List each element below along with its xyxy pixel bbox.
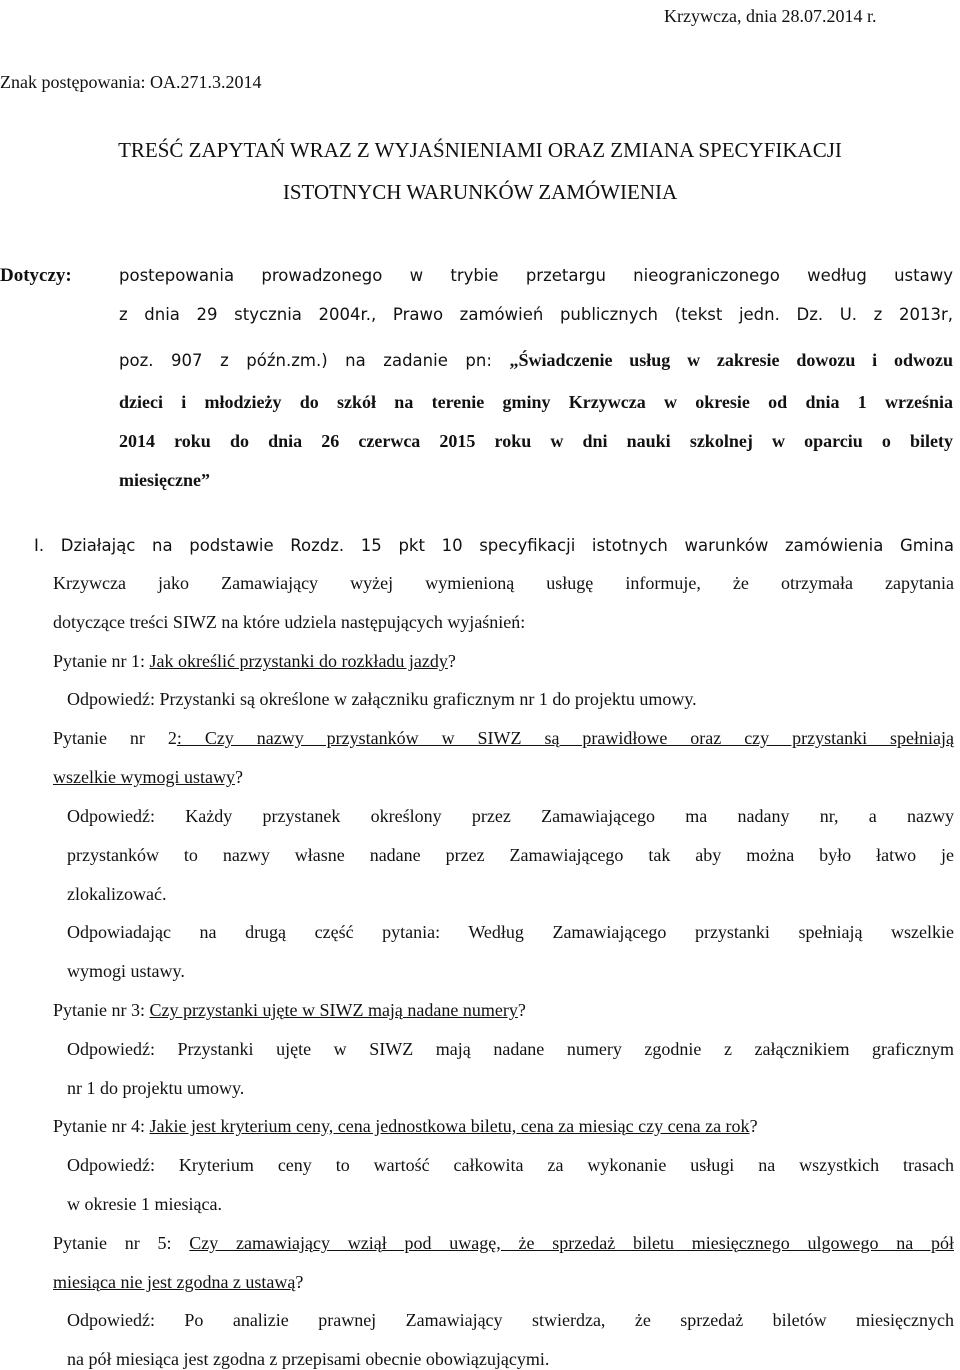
answer-2-line-3: zlokalizować. [67,884,167,904]
answer-5-line-2: na pół miesiąca jest zgodna z przepisami obecnie obowiązującymi. [67,1349,550,1369]
question-5-mark: ? [295,1272,304,1292]
concerns-line-2: z dnia 29 stycznia 2004r., Prawo zamówień publicznych (tekst jedn. Dz. U. z 2013r, [119,305,953,324]
answer-3-line-1: Odpowiedź: Przystanki ujęte w SIWZ mają nadane numery zgodnie z załącznikiem graficznym [67,1039,954,1059]
question-4-prefix: Pytanie nr 4: [53,1116,150,1136]
question-2-text-2: wszelkie wymogi ustawy [53,767,235,787]
answer-2-line-2: przystanków to nazwy własne nadane przez Zamawiającego tak aby można było łatwo je [67,845,954,865]
question-5-text-2: miesiąca nie jest zgodna z ustawą [53,1272,296,1292]
concerns-line-3 [119,349,953,372]
answer-4-line-1: Odpowiedź: Kryterium ceny to wartość całkowita za wykonanie usługi na wszystkich trasach [67,1155,954,1175]
question-4-text: Jakie jest kryterium ceny, cena jednostkowa biletu, cena za miesiąc czy cena za rok [149,1116,750,1136]
question-1-text: Jak określić przystanki do rozkładu jazdy [149,651,448,671]
intro-line-2: Krzywcza jako Zamawiający wyżej wymienioną usługę informuje, że otrzymała zapytania [53,573,954,593]
question-3-prefix: Pytanie nr 3: [53,1000,150,1020]
document-title-line-2: ISTOTNYCH WARUNKÓW ZAMÓWIENIA [282,180,678,204]
task-title-start: „Świadczenie usług w zakresie dowozu i odwozu [509,350,953,370]
answer-4-line-2: w okresie 1 miesiąca. [67,1194,222,1214]
intro-line-1-text: I. Działając na podstawie Rozdz. 15 pkt 10 specyfikacji istotnych warunków zamówienia Gmina [34,536,954,555]
question-2-prefix: Pytanie nr 2 [53,728,177,748]
task-title-line-2: dzieci i młodzieży do szkół na terenie gminy Krzywcza w okresie od dnia 1 września [119,392,953,412]
question-3-text: Czy przystanki ujęte w SIWZ mają nadane numery [149,1000,518,1020]
answer-3-line-2: nr 1 do projektu umowy. [67,1078,245,1098]
answer-2b-line-1: Odpowiadając na drugą część pytania: Według Zamawiającego przystanki spełniają wszelkie [67,922,954,942]
task-title-line-4: miesięczne” [119,470,210,490]
question-4-mark: ? [749,1116,758,1136]
question-5-text-1: Czy zamawiający wziął pod uwagę, że sprzedaż biletu miesięcznego ulgowego na pół [189,1233,954,1253]
question-3-mark: ? [517,1000,526,1020]
question-3 [53,999,526,1021]
question-1 [53,650,456,672]
answer-2-line-1: Odpowiedź: Każdy przystanek określony przez Zamawiającego ma nadany nr, a nazwy [67,806,954,826]
task-title-line-3: 2014 roku do dnia 26 czerwca 2015 roku w dni nauki szkolnej w oparciu o bilety [119,431,953,451]
question-5-line-2 [53,1271,303,1293]
question-5-line-1 [53,1232,954,1254]
concerns-line-3-plain: poz. 907 z późn.zm.) na zadanie pn: [119,351,510,370]
question-2-line-1 [53,727,954,749]
answer-2b-line-2: wymogi ustawy. [67,961,185,981]
question-2-text-1: : Czy nazwy przystanków w SIWZ są prawidłowe oraz czy przystanki spełniają [176,728,954,748]
answer-5-line-1: Odpowiedź: Po analizie prawnej Zamawiający stwierdza, że sprzedaż biletów miesięcznych [67,1310,954,1330]
intro-line-3: dotyczące treści SIWZ na które udziela następujących wyjaśnień: [53,612,526,632]
question-5-prefix: Pytanie nr 5: [53,1233,190,1253]
concerns-label: Dotyczy: [0,265,72,286]
question-1-mark: ? [447,651,456,671]
answer-1: Odpowiedź: Przystanki są określone w załączniku graficznym nr 1 do projektu umowy. [67,689,697,709]
question-2-line-2 [53,766,243,788]
question-4 [53,1115,758,1137]
document-title-line-1: TREŚĆ ZAPYTAŃ WRAZ Z WYJAŚNIENIAMI ORAZ ZMIANA SPECYFIKACJI [118,138,842,162]
place-date: Krzywcza, dnia 28.07.2014 r. [664,6,877,26]
question-1-prefix: Pytanie nr 1: [53,651,150,671]
question-2-mark: ? [234,767,243,787]
case-number: Znak postępowania: OA.271.3.2014 [0,72,262,92]
intro-line-1 [34,534,954,557]
concerns-line-1: postepowania prowadzonego w trybie przetargu nieograniczonego według ustawy [119,266,953,285]
